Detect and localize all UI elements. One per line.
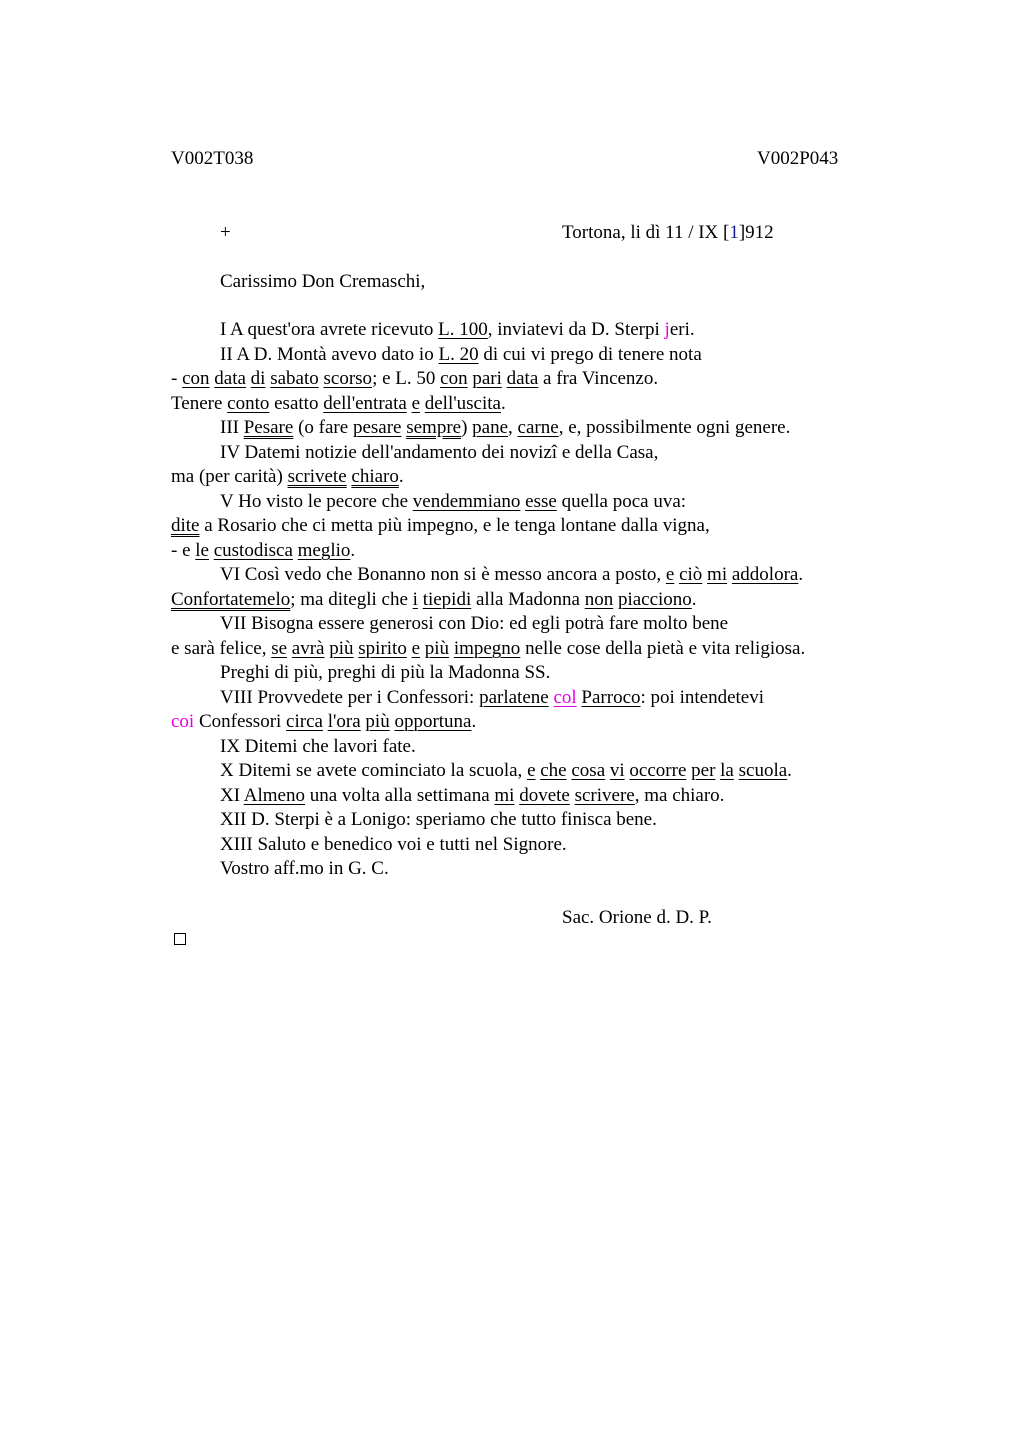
document-code-left: V002T038: [171, 148, 254, 169]
body-line-2: II A D. Montà avevo dato io L. 20 di cui vi prego di tenere nota: [220, 344, 702, 365]
body-line-17: coi Confessori circa l'ora più opportuna.: [171, 711, 477, 732]
body-line-4: Tenere conto esatto dell'entrata e dell'uscita.: [171, 393, 506, 414]
body-line-14: e sarà felice, se avrà più spirito e più impegno nelle cose della pietà e vita religiosa.: [171, 638, 806, 659]
body-line-11: VI Così vedo che Bonanno non si è messo ancora a posto, e ciò mi addolora.: [220, 564, 804, 585]
body-line-19: X Ditemi se avete cominciato la scuola, e che cosa vi occorre per la scuola.: [220, 760, 792, 781]
body-line-9: dite a Rosario che ci metta più impegno, e le tenga lontane dalla vigna,: [171, 515, 710, 536]
body-line-18: IX Ditemi che lavori fate.: [220, 736, 416, 757]
body-line-1: I A quest'ora avrete ricevuto L. 100, inviatevi da D. Sterpi jeri.: [220, 319, 695, 340]
salutation: Carissimo Don Cremaschi,: [220, 271, 426, 292]
dateline: Tortona, li dì 11 / IX [1]912: [562, 222, 774, 243]
body-line-6: IV Datemi notizie dell'andamento dei novizi e della Casa,: [220, 442, 659, 463]
body-line-3: - con data di sabato scorso; e L. 50 con pari data a fra Vincenzo.: [171, 368, 659, 389]
body-line-15: Preghi di più, preghi di più la Madonna SS.: [220, 662, 551, 683]
body-line-12: Confortatemelo; ma ditegli che i tiepidi alla Madonna non piacciono.: [171, 589, 697, 610]
body-line-7: ma (per carità) scrivete chiaro.: [171, 466, 404, 487]
body-line-10: - e le custodisca meglio.: [171, 540, 356, 561]
body-line-8: V Ho visto le pecore che vendemmiano esse quella poca uva:: [220, 491, 687, 512]
end-mark-icon: [174, 933, 186, 945]
closing: Vostro aff.mo in G. C.: [220, 858, 389, 879]
document-code-right: V002P043: [757, 148, 839, 169]
body-line-13: VII Bisogna essere generosi con Dio: ed egli potrà fare molto bene: [220, 613, 729, 634]
body-line-20: XI Almeno una volta alla settimana mi dovete scrivere, ma chiaro.: [220, 785, 725, 806]
body-line-16: VIII Provvedete per i Confessori: parlatene col Parroco: poi intendetevi: [220, 687, 764, 708]
body-line-22: XIII Saluto e benedico voi e tutti nel Signore.: [220, 834, 567, 855]
body-line-21: XII D. Sterpi è a Lonigo: speriamo che tutto finisca bene.: [220, 809, 657, 830]
body-line-5: III Pesare (o fare pesare sempre) pane, carne, e, possibilmente ogni genere.: [220, 417, 791, 438]
signature: Sac. Orione d. D. P.: [562, 907, 712, 928]
cross-mark: +: [220, 222, 231, 243]
